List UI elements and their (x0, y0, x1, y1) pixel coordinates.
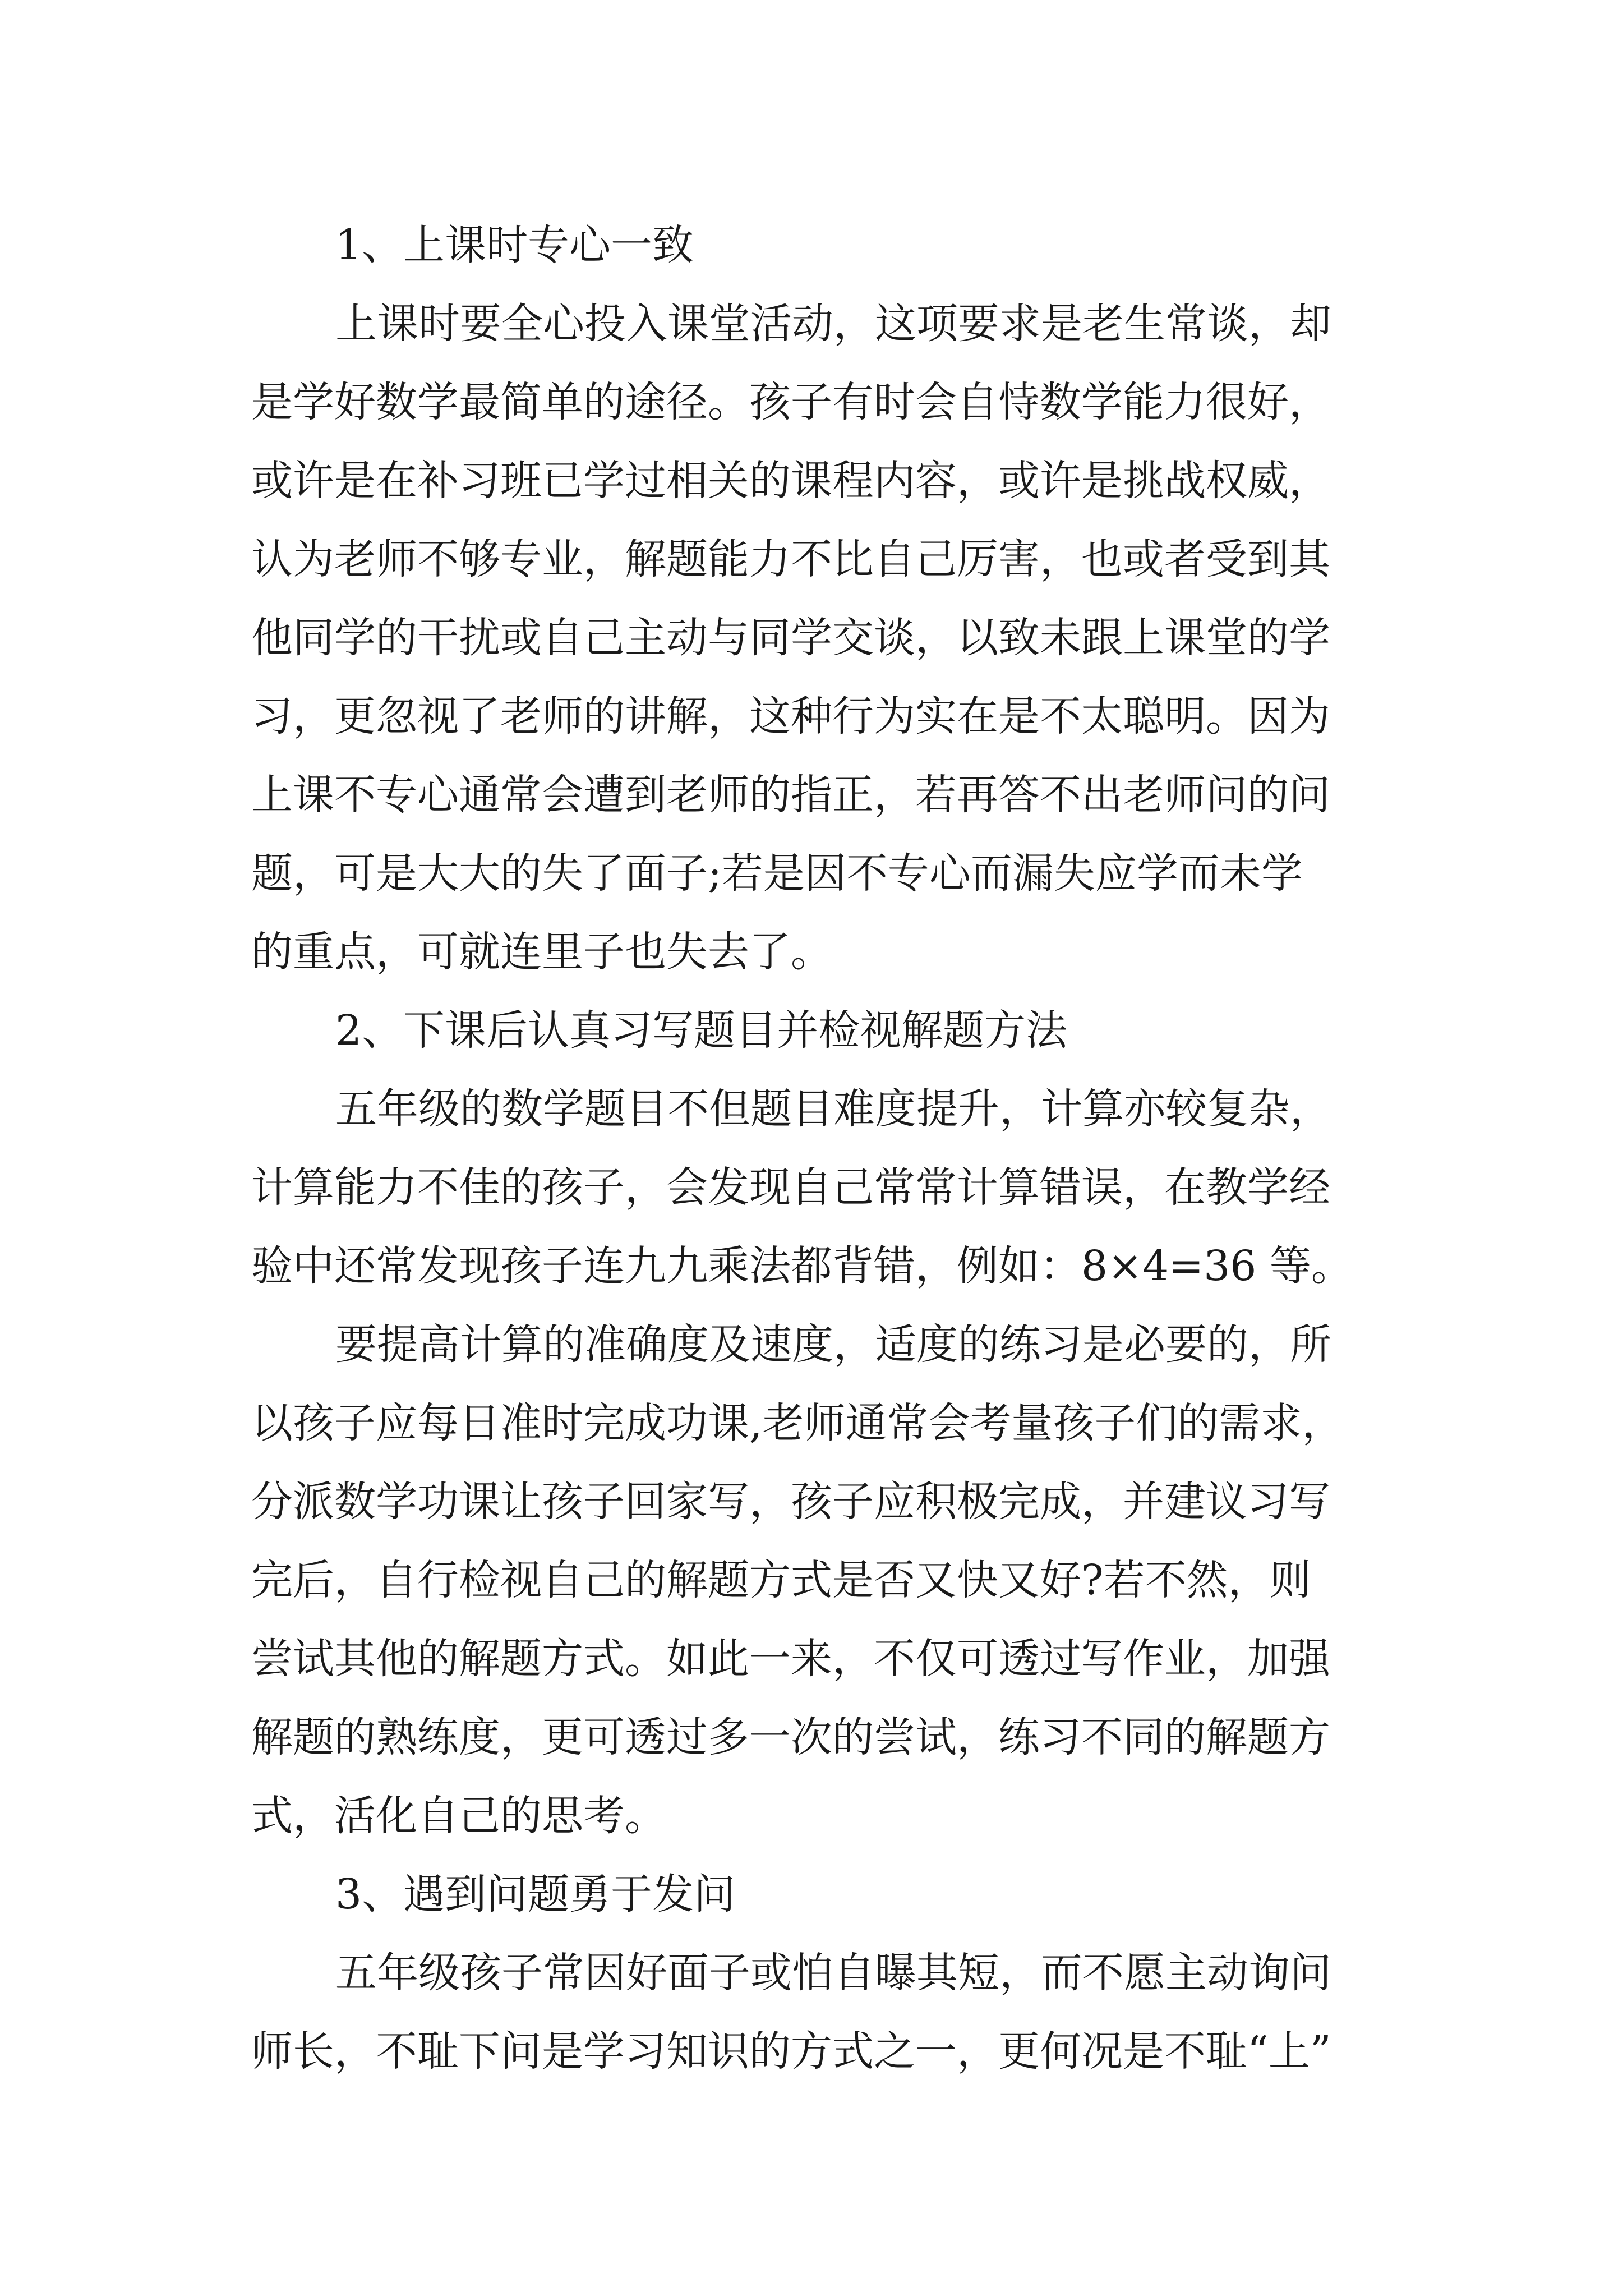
body-line: 的重点，可就连里子也失去了。 (251, 928, 832, 976)
body-line: 要提高计算的准确度及速度，适度的练习是必要的，所 (335, 1320, 1331, 1369)
body-line: 师长，不耻下问是学习知识的方式之一，更何况是不耻“上” (251, 2027, 1331, 2076)
body-line: 以孩子应每日准时完成功课,老师通常会考量孩子们的需求， (251, 1399, 1344, 1447)
body-line: 认为老师不够专业，解题能力不比自己厉害，也或者受到其 (251, 535, 1330, 583)
body-line: 分派数学功课让孩子回家写，孩子应积极完成，并建议习写 (251, 1478, 1330, 1526)
body-line: 式，活化自己的思考。 (251, 1792, 666, 1840)
section-heading: 2、下课后认真习写题目并检视解题方法 (335, 1006, 1068, 1055)
body-line: 尝试其他的解题方式。如此一来，不仅可透过写作业，加强 (251, 1635, 1330, 1683)
body-line: 五年级孩子常因好面子或怕自曝其短，而不愿主动询问 (335, 1949, 1331, 1997)
body-line: 上课不专心通常会遭到老师的指正，若再答不出老师问的问 (251, 771, 1330, 819)
body-line: 他同学的干扰或自己主动与同学交谈，以致未跟上课堂的学 (251, 614, 1330, 662)
body-line: 五年级的数学题目不但题目难度提升，计算亦较复杂， (335, 1085, 1331, 1133)
body-line: 验中还常发现孩子连九九乘法都背错，例如：8×4=36 等。 (251, 1242, 1353, 1290)
body-line: 习，更忽视了老师的讲解，这种行为实在是不太聪明。因为 (251, 692, 1330, 740)
body-line: 解题的熟练度，更可透过多一次的尝试，练习不同的解题方 (251, 1713, 1330, 1761)
body-line: 计算能力不佳的孩子，会发现自己常常计算错误，在教学经 (251, 1163, 1330, 1212)
body-line: 是学好数学最简单的途径。孩子有时会自恃数学能力很好， (251, 378, 1330, 426)
body-line: 或许是在补习班已学过相关的课程内容，或许是挑战权威， (251, 457, 1330, 505)
section-heading: 3、遇到问题勇于发问 (335, 1870, 736, 1918)
body-line: 题，可是大大的失了面子;若是因不专心而漏失应学而未学 (251, 849, 1303, 898)
section-heading: 1、上课时专心一致 (335, 221, 694, 269)
body-line: 上课时要全心投入课堂活动，这项要求是老生常谈，却 (335, 300, 1331, 348)
body-line: 完后，自行检视自己的解题方式是否又快又好?若不然，则 (251, 1556, 1311, 1604)
